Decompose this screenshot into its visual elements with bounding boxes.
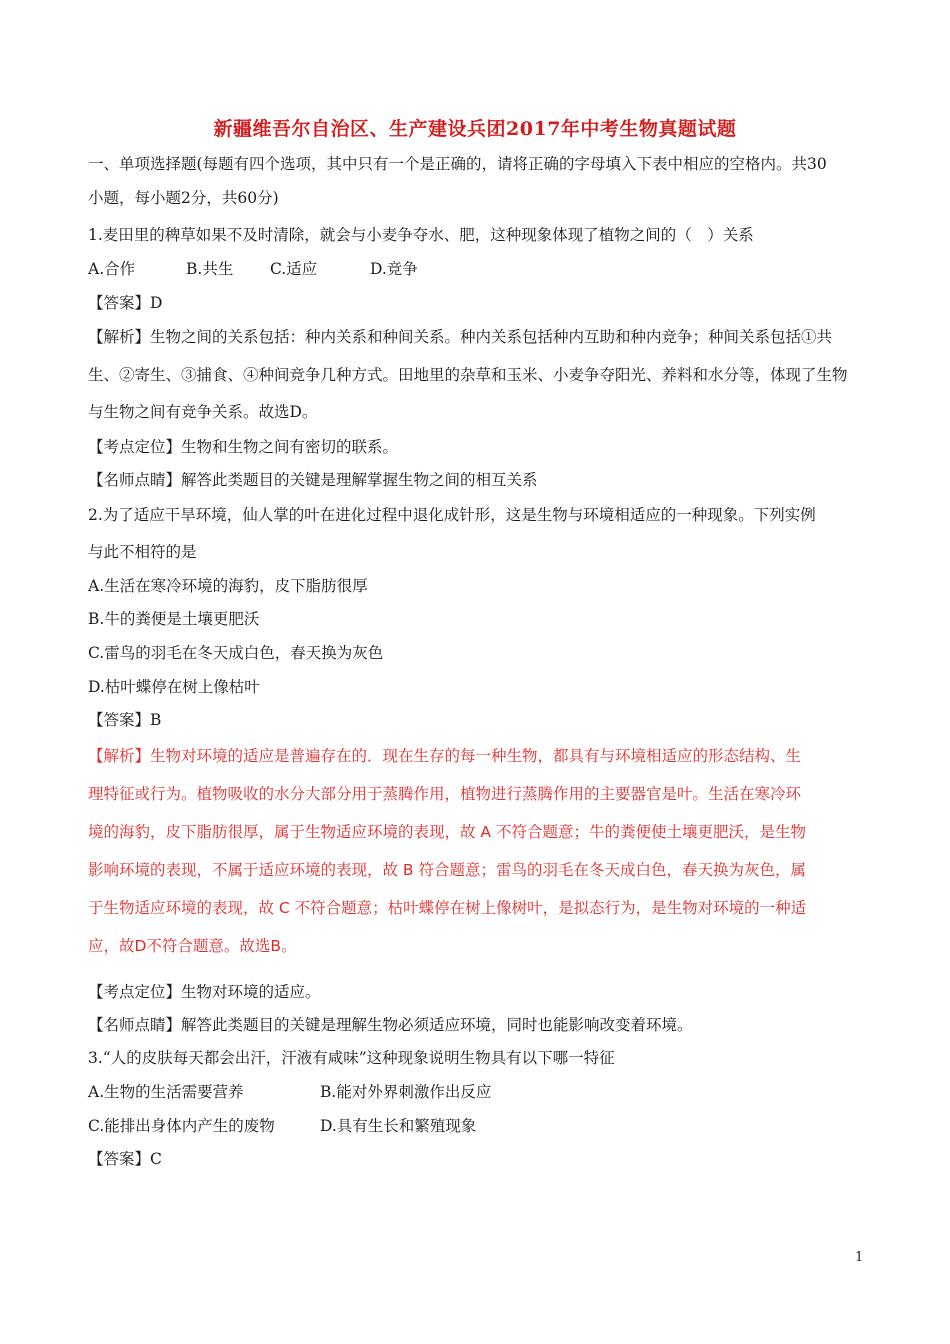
q2-option-d: D.枯叶蝶停在树上像枯叶 [88, 678, 260, 696]
q3-answer: 【答案】C [88, 1150, 162, 1168]
section-intro-line-1: 一、单项选择题(每题有四个选项，其中只有一个是正确的，请将正确的字母填入下表中相应的空格内。共30 [88, 155, 827, 173]
q1-option-a: A.合作 [88, 260, 136, 278]
q1-option-d: D.竞争 [370, 260, 418, 278]
q3-option-b: B.能对外界刺激作出反应 [320, 1083, 492, 1101]
q2-option-c: C.雷鸟的羽毛在冬天成白色，春天换为灰色 [88, 644, 384, 662]
q3-options-row-1 [88, 1081, 878, 1103]
q2-analysis-line-6: 应，故D不符合题意。故选B。 [88, 937, 297, 955]
q2-option-b: B.牛的粪便是土壤更肥沃 [88, 610, 260, 628]
q2-analysis-line-5: 于生物适应环境的表现，故 C 不符合题意；枯叶蝶停在树上像树叶，是拟态行为，是生物对环境的一种适 [88, 899, 807, 917]
q1-kaodian: 【考点定位】生物和生物之间有密切的联系。 [88, 438, 399, 456]
q1-option-b: B.共生 [186, 260, 234, 278]
q2-analysis-line-3: 境的海豹，皮下脂肪很厚，属于生物适应环境的表现，故 A 不符合题意；牛的粪便使土壤更肥沃，是生物 [88, 823, 806, 841]
q1-answer: 【答案】D [88, 294, 163, 312]
q1-stem: 1.麦田里的稗草如果不及时清除，就会与小麦争夺水、肥，这种现象体现了植物之间的（ ）关系 [88, 226, 754, 244]
section-intro-line-2: 小题，每小题2分，共60分) [88, 189, 279, 207]
q2-mingshi: 【名师点睛】解答此类题目的关键是理解生物必须适应环境，同时也能影响改变着环境。 [88, 1016, 693, 1034]
q3-option-d: D.具有生长和繁殖现象 [320, 1117, 477, 1135]
q1-analysis-line-1: 【解析】生物之间的关系包括：种内关系和种间关系。种内关系包括种内互助和种内竞争；种间关系包括①共 [88, 328, 833, 346]
q3-option-a: A.生物的生活需要营养 [88, 1083, 244, 1101]
q2-stem-line-1: 2.为了适应干旱环境，仙人掌的叶在进化过程中退化成针形，这是生物与环境相适应的一种现象。下列实例 [88, 506, 816, 524]
q3-options-row-2 [88, 1115, 878, 1137]
q3-option-c: C.能排出身体内产生的废物 [88, 1117, 275, 1135]
q2-stem-line-2: 与此不相符的是 [88, 543, 197, 561]
q1-option-c: C.适应 [270, 260, 318, 278]
q3-stem: 3.“人的皮肤每天都会出汗，汗液有咸味”这种现象说明生物具有以下哪一特征 [88, 1049, 615, 1067]
q1-analysis-line-3: 与生物之间有竞争关系。故选D。 [88, 403, 318, 421]
q1-options [88, 258, 878, 280]
q2-analysis-line-1: 【解析】生物对环境的适应是普遍存在的．现在生存的每一种生物，都具有与环境相适应的形态结构、生 [88, 747, 802, 765]
q2-answer: 【答案】B [88, 711, 162, 729]
q2-option-a: A.生活在寒冷环境的海豹，皮下脂肪很厚 [88, 577, 368, 595]
page-title: 新疆维吾尔自治区、生产建设兵团2017年中考生物真题试题 [213, 118, 737, 140]
page-number: 1 [855, 1250, 864, 1265]
q2-analysis-line-2: 理特征或行为。植物吸收的水分大部分用于蒸腾作用，植物进行蒸腾作用的主要器官是叶。生活在寒冷环 [88, 785, 802, 803]
q1-mingshi: 【名师点睛】解答此类题目的关键是理解掌握生物之间的相互关系 [88, 471, 538, 489]
q2-analysis-line-4: 影响环境的表现，不属于适应环境的表现，故 B 符合题意；雷鸟的羽毛在冬天成白色，春天换为灰色，属 [88, 861, 806, 879]
q2-kaodian: 【考点定位】生物对环境的适应。 [88, 983, 321, 1001]
q1-analysis-line-2: 生、②寄生、③捕食、④种间竞争几种方式。田地里的杂草和玉米、小麦争夺阳光、养料和水分等，体现了生物 [88, 366, 848, 384]
